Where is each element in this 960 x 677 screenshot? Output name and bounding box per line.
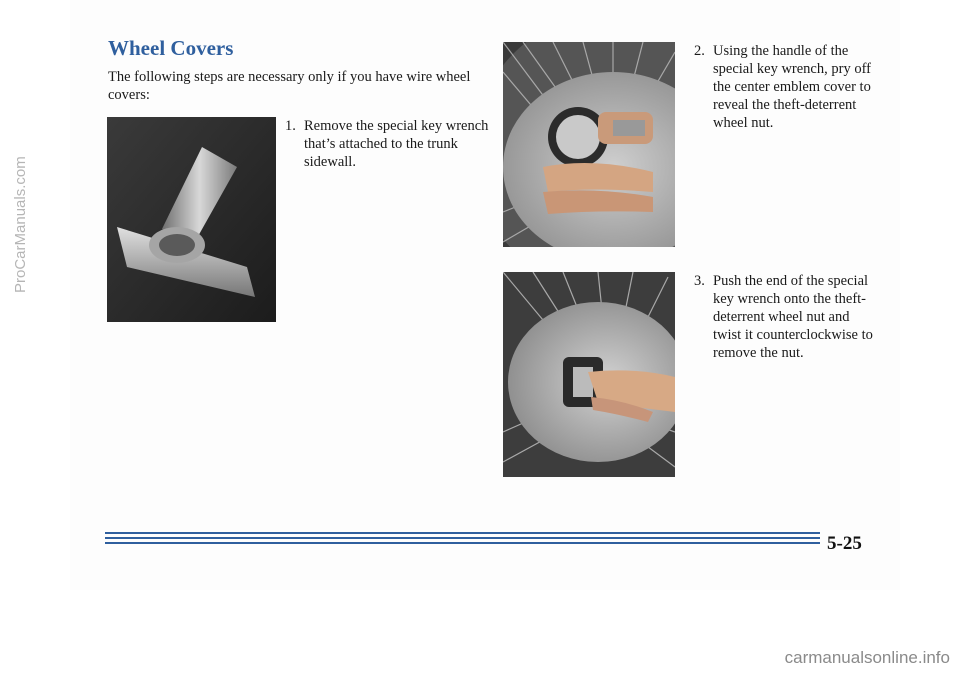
step-3 xyxy=(694,272,873,362)
footer-rule xyxy=(105,532,820,534)
side-watermark: ProCarManuals.com xyxy=(12,156,29,294)
wheel-cover-pry-illustration xyxy=(503,42,675,247)
footer-rule xyxy=(105,537,820,539)
footer-rules xyxy=(105,532,820,547)
remove-nut-photo xyxy=(503,272,675,477)
intro-text: The following steps are necessary only if you have wire wheel covers: xyxy=(108,69,471,103)
step-number: 2. xyxy=(694,43,705,59)
step-text: Push the end of the special key wrench onto the theft-deterrent wheel nut and twist it counterclockwise to remove the nut. xyxy=(713,273,873,361)
step-text: Remove the special key wrench that’s attached to the trunk sidewall. xyxy=(304,118,489,170)
step-1 xyxy=(285,117,504,171)
site-watermark: carmanualsonline.info xyxy=(784,648,950,667)
key-wrench-photo xyxy=(107,117,276,322)
step-number: 1. xyxy=(285,118,296,134)
footer-rule xyxy=(105,542,820,544)
step-text: Using the handle of the special key wrench, pry off the center emblem cover to reveal the theft-deterrent wheel nut. xyxy=(713,43,871,131)
wheel-nut-removal-illustration xyxy=(503,272,675,477)
key-wrench-illustration xyxy=(107,117,276,322)
page-number: 5-25 xyxy=(827,533,862,554)
step-number: 3. xyxy=(694,273,705,289)
step-2 xyxy=(694,42,873,132)
pry-emblem-photo xyxy=(503,42,675,247)
section-title: Wheel Covers xyxy=(108,36,234,60)
